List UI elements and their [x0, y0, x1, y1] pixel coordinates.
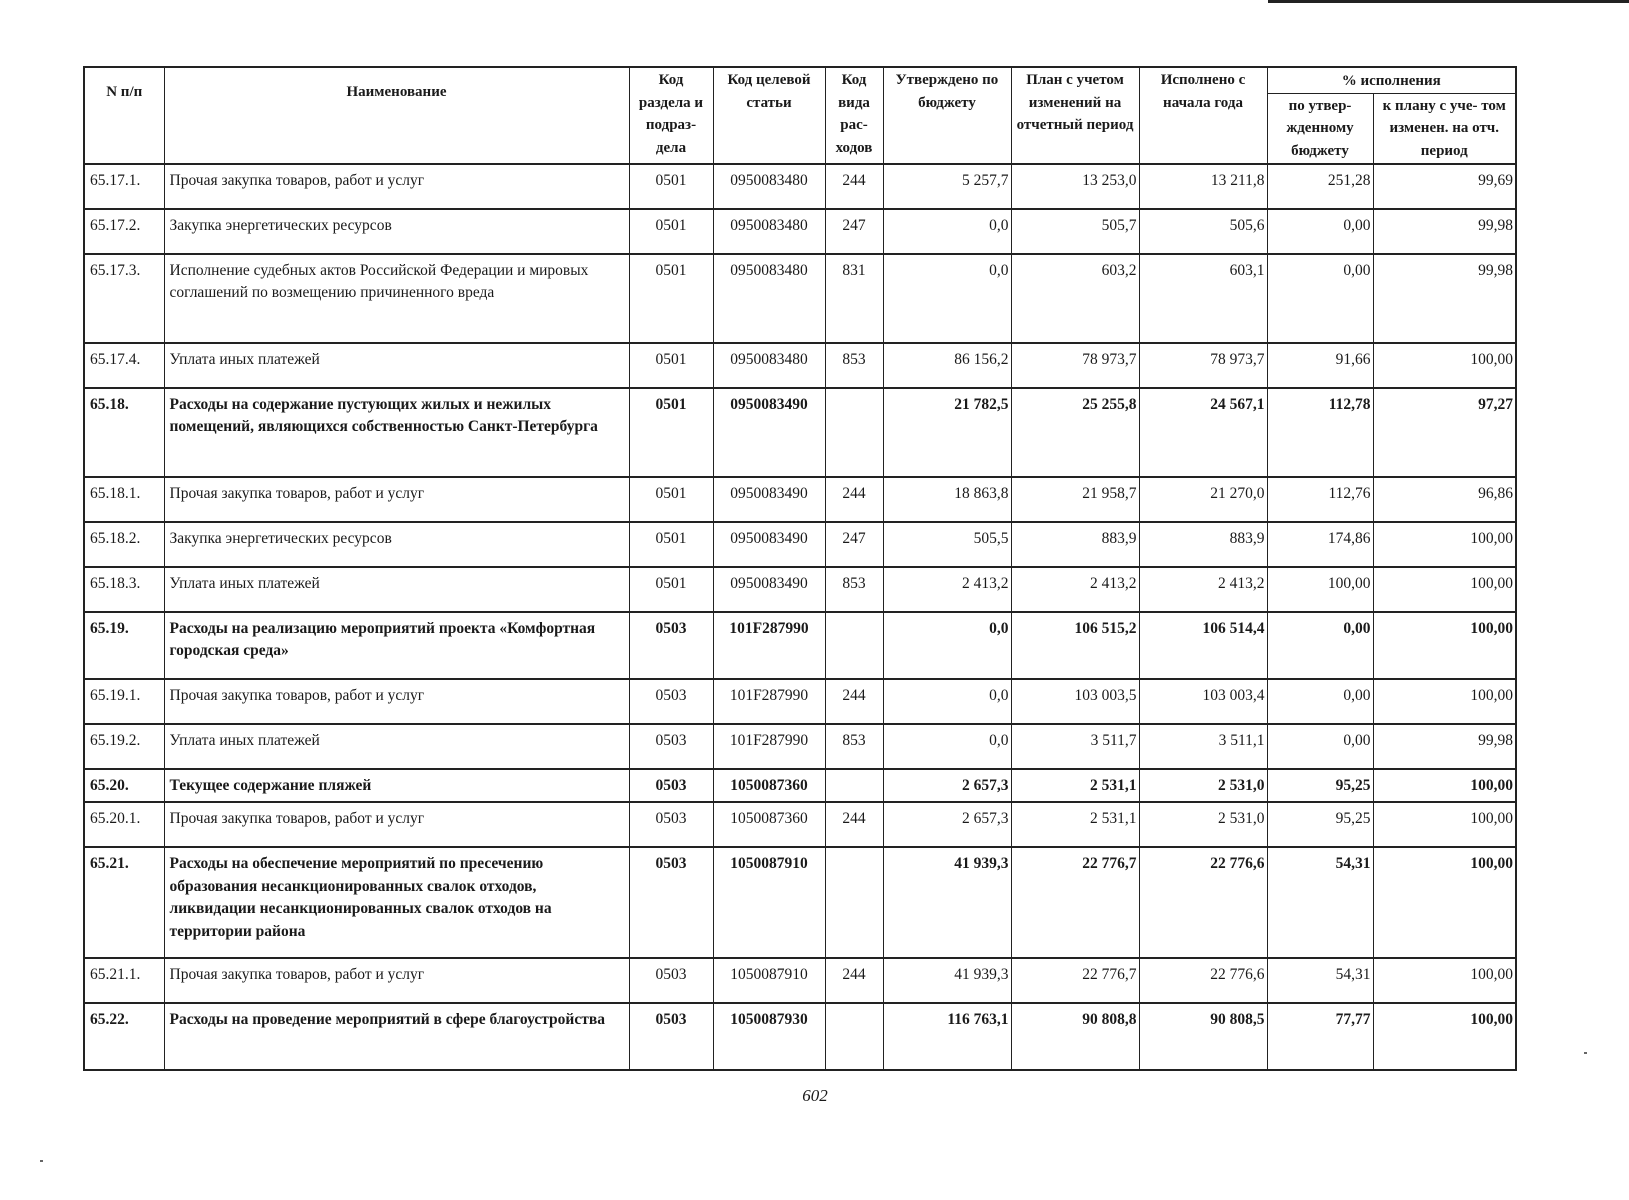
table-body: [84, 164, 1516, 1070]
row-number: 65.20.1.: [84, 802, 164, 847]
row-number: 65.17.4.: [84, 343, 164, 388]
row-percent-plan: 99,98: [1373, 254, 1516, 343]
row-expense-type: 853: [825, 343, 883, 388]
row-target-code: 0950083480: [713, 164, 825, 209]
row-number: 65.21.: [84, 847, 164, 958]
row-approved: 116 763,1: [883, 1003, 1011, 1070]
row-razdel-code: 0503: [629, 724, 713, 769]
table-row: [84, 847, 1516, 958]
top-edge-line: [1268, 0, 1629, 3]
row-percent-budget: 95,25: [1267, 802, 1373, 847]
row-executed: 2 413,2: [1139, 567, 1267, 612]
budget-execution-table: [83, 66, 1517, 1071]
row-name: Закупка энергетических ресурсов: [164, 522, 629, 567]
row-plan: 22 776,7: [1011, 847, 1139, 958]
table-row: [84, 254, 1516, 343]
row-expense-type: 247: [825, 209, 883, 254]
row-percent-budget: 0,00: [1267, 724, 1373, 769]
table-row: [84, 388, 1516, 477]
row-executed: 505,6: [1139, 209, 1267, 254]
row-percent-budget: 0,00: [1267, 254, 1373, 343]
row-number: 65.22.: [84, 1003, 164, 1070]
row-approved: 2 657,3: [883, 802, 1011, 847]
row-percent-plan: 100,00: [1373, 802, 1516, 847]
row-executed: 106 514,4: [1139, 612, 1267, 679]
row-expense-type: [825, 612, 883, 679]
table-row: [84, 477, 1516, 522]
row-expense-type: 244: [825, 679, 883, 724]
col-header-percent-group: % исполнения: [1267, 67, 1516, 93]
row-plan: 883,9: [1011, 522, 1139, 567]
row-plan: 505,7: [1011, 209, 1139, 254]
row-name: Уплата иных платежей: [164, 567, 629, 612]
col-header-vid: Код вида рас- ходов: [825, 67, 883, 164]
row-executed: 103 003,4: [1139, 679, 1267, 724]
row-target-code: 1050087910: [713, 847, 825, 958]
row-plan: 103 003,5: [1011, 679, 1139, 724]
row-plan: 3 511,7: [1011, 724, 1139, 769]
row-percent-plan: 100,00: [1373, 522, 1516, 567]
row-number: 65.17.3.: [84, 254, 164, 343]
row-percent-plan: 100,00: [1373, 958, 1516, 1003]
row-razdel-code: 0503: [629, 1003, 713, 1070]
row-target-code: 1050087360: [713, 769, 825, 802]
row-target-code: 1050087360: [713, 802, 825, 847]
col-header-percent-budget: по утвер- жденному бюджету: [1267, 93, 1373, 164]
row-number: 65.20.: [84, 769, 164, 802]
row-executed: 2 531,0: [1139, 802, 1267, 847]
row-target-code: 0950083490: [713, 522, 825, 567]
row-executed: 22 776,6: [1139, 958, 1267, 1003]
row-approved: 0,0: [883, 612, 1011, 679]
row-number: 65.18.3.: [84, 567, 164, 612]
row-target-code: 0950083480: [713, 343, 825, 388]
row-target-code: 0950083490: [713, 567, 825, 612]
row-name: Закупка энергетических ресурсов: [164, 209, 629, 254]
row-name: Исполнение судебных актов Российской Федерации и мировых соглашений по возмещению причиненного вреда: [164, 254, 629, 343]
row-razdel-code: 0501: [629, 164, 713, 209]
row-name: Уплата иных платежей: [164, 343, 629, 388]
row-percent-plan: 99,98: [1373, 724, 1516, 769]
table-row: [84, 567, 1516, 612]
row-number: 65.19.1.: [84, 679, 164, 724]
row-name: Расходы на проведение мероприятий в сфере благоустройства: [164, 1003, 629, 1070]
table-row: [84, 724, 1516, 769]
row-percent-budget: 54,31: [1267, 958, 1373, 1003]
row-target-code: 101F287990: [713, 724, 825, 769]
row-executed: 78 973,7: [1139, 343, 1267, 388]
row-executed: 24 567,1: [1139, 388, 1267, 477]
row-percent-budget: 251,28: [1267, 164, 1373, 209]
table-row: [84, 164, 1516, 209]
row-razdel-code: 0501: [629, 343, 713, 388]
col-header-utverzhdeno: Утверждено по бюджету: [883, 67, 1011, 164]
table-row: [84, 343, 1516, 388]
row-executed: 13 211,8: [1139, 164, 1267, 209]
row-number: 65.18.1.: [84, 477, 164, 522]
row-percent-budget: 0,00: [1267, 612, 1373, 679]
row-razdel-code: 0503: [629, 802, 713, 847]
row-expense-type: 244: [825, 477, 883, 522]
row-percent-plan: 99,98: [1373, 209, 1516, 254]
col-header-razdel: Код раздела и подраз- дела: [629, 67, 713, 164]
row-expense-type: [825, 847, 883, 958]
row-approved: 0,0: [883, 679, 1011, 724]
row-percent-plan: 100,00: [1373, 567, 1516, 612]
row-razdel-code: 0503: [629, 847, 713, 958]
row-name: Прочая закупка товаров, работ и услуг: [164, 164, 629, 209]
row-approved: 2 413,2: [883, 567, 1011, 612]
row-percent-plan: 100,00: [1373, 679, 1516, 724]
row-razdel-code: 0501: [629, 567, 713, 612]
row-executed: 883,9: [1139, 522, 1267, 567]
page-number: 602: [802, 1086, 828, 1105]
row-percent-budget: 0,00: [1267, 679, 1373, 724]
row-name: Прочая закупка товаров, работ и услуг: [164, 679, 629, 724]
row-expense-type: 853: [825, 567, 883, 612]
row-number: 65.17.2.: [84, 209, 164, 254]
row-expense-type: 247: [825, 522, 883, 567]
row-plan: 2 413,2: [1011, 567, 1139, 612]
row-target-code: 101F287990: [713, 679, 825, 724]
row-razdel-code: 0501: [629, 254, 713, 343]
table-row: [84, 958, 1516, 1003]
table-row: [84, 522, 1516, 567]
table-row: [84, 612, 1516, 679]
row-approved: 41 939,3: [883, 847, 1011, 958]
row-approved: 86 156,2: [883, 343, 1011, 388]
row-executed: 3 511,1: [1139, 724, 1267, 769]
row-percent-budget: 112,76: [1267, 477, 1373, 522]
col-header-celevaya: Код целевой статьи: [713, 67, 825, 164]
row-number: 65.21.1.: [84, 958, 164, 1003]
table-row: [84, 209, 1516, 254]
row-percent-budget: 0,00: [1267, 209, 1373, 254]
row-approved: 505,5: [883, 522, 1011, 567]
col-header-percent-plan: к плану с уче- том изменен. на отч. период: [1373, 93, 1516, 164]
table-row: [84, 802, 1516, 847]
row-percent-plan: 96,86: [1373, 477, 1516, 522]
row-name: Расходы на содержание пустующих жилых и нежилых помещений, являющихся собственностью Санкт-Петербурга: [164, 388, 629, 477]
row-razdel-code: 0503: [629, 958, 713, 1003]
row-number: 65.19.: [84, 612, 164, 679]
table-row: [84, 679, 1516, 724]
row-plan: 106 515,2: [1011, 612, 1139, 679]
row-executed: 2 531,0: [1139, 769, 1267, 802]
row-razdel-code: 0501: [629, 522, 713, 567]
row-target-code: 0950083480: [713, 209, 825, 254]
row-razdel-code: 0503: [629, 612, 713, 679]
row-expense-type: 244: [825, 164, 883, 209]
row-percent-budget: 91,66: [1267, 343, 1373, 388]
row-plan: 25 255,8: [1011, 388, 1139, 477]
row-percent-budget: 77,77: [1267, 1003, 1373, 1070]
row-executed: 21 270,0: [1139, 477, 1267, 522]
row-plan: 22 776,7: [1011, 958, 1139, 1003]
col-header-npp: N п/п: [84, 67, 164, 164]
row-razdel-code: 0503: [629, 769, 713, 802]
row-plan: 21 958,7: [1011, 477, 1139, 522]
row-approved: 0,0: [883, 254, 1011, 343]
row-percent-plan: 100,00: [1373, 612, 1516, 679]
row-plan: 2 531,1: [1011, 802, 1139, 847]
row-approved: 2 657,3: [883, 769, 1011, 802]
row-percent-budget: 112,78: [1267, 388, 1373, 477]
row-approved: 5 257,7: [883, 164, 1011, 209]
row-target-code: 0950083480: [713, 254, 825, 343]
header-row-1: [84, 67, 1516, 93]
row-target-code: 1050087910: [713, 958, 825, 1003]
row-executed: 603,1: [1139, 254, 1267, 343]
row-name: Текущее содержание пляжей: [164, 769, 629, 802]
row-percent-budget: 95,25: [1267, 769, 1373, 802]
row-razdel-code: 0501: [629, 477, 713, 522]
row-expense-type: [825, 388, 883, 477]
col-header-name: Наименование: [164, 67, 629, 164]
row-expense-type: [825, 769, 883, 802]
row-approved: 0,0: [883, 724, 1011, 769]
row-name: Прочая закупка товаров, работ и услуг: [164, 802, 629, 847]
row-name: Уплата иных платежей: [164, 724, 629, 769]
row-razdel-code: 0501: [629, 388, 713, 477]
table-row: [84, 769, 1516, 802]
row-percent-plan: 100,00: [1373, 1003, 1516, 1070]
row-number: 65.18.2.: [84, 522, 164, 567]
row-percent-plan: 100,00: [1373, 343, 1516, 388]
row-plan: 2 531,1: [1011, 769, 1139, 802]
row-percent-budget: 100,00: [1267, 567, 1373, 612]
row-approved: 0,0: [883, 209, 1011, 254]
row-target-code: 101F287990: [713, 612, 825, 679]
row-plan: 603,2: [1011, 254, 1139, 343]
row-percent-plan: 100,00: [1373, 769, 1516, 802]
col-header-plan: План с учетом изменений на отчетный период: [1011, 67, 1139, 164]
row-number: 65.17.1.: [84, 164, 164, 209]
row-percent-plan: 100,00: [1373, 847, 1516, 958]
row-target-code: 1050087930: [713, 1003, 825, 1070]
row-name: Прочая закупка товаров, работ и услуг: [164, 958, 629, 1003]
row-percent-budget: 174,86: [1267, 522, 1373, 567]
row-approved: 18 863,8: [883, 477, 1011, 522]
row-name: Прочая закупка товаров, работ и услуг: [164, 477, 629, 522]
row-razdel-code: 0503: [629, 679, 713, 724]
row-percent-plan: 99,69: [1373, 164, 1516, 209]
row-percent-budget: 54,31: [1267, 847, 1373, 958]
row-expense-type: 244: [825, 958, 883, 1003]
row-target-code: 0950083490: [713, 388, 825, 477]
scan-speck: [1584, 1052, 1587, 1054]
row-percent-plan: 97,27: [1373, 388, 1516, 477]
row-approved: 41 939,3: [883, 958, 1011, 1003]
row-expense-type: 853: [825, 724, 883, 769]
col-header-ispolneno: Исполнено с начала года: [1139, 67, 1267, 164]
row-executed: 90 808,5: [1139, 1003, 1267, 1070]
row-expense-type: 244: [825, 802, 883, 847]
row-plan: 90 808,8: [1011, 1003, 1139, 1070]
row-expense-type: [825, 1003, 883, 1070]
row-name: Расходы на обеспечение мероприятий по пресечению образования несанкционированных свалок отходов, ликвидации несанкционированных свалок отходов на территории района: [164, 847, 629, 958]
row-target-code: 0950083490: [713, 477, 825, 522]
scan-speck: [40, 1160, 43, 1162]
row-plan: 78 973,7: [1011, 343, 1139, 388]
row-number: 65.19.2.: [84, 724, 164, 769]
row-number: 65.18.: [84, 388, 164, 477]
row-approved: 21 782,5: [883, 388, 1011, 477]
row-name: Расходы на реализацию мероприятий проекта «Комфортная городская среда»: [164, 612, 629, 679]
table-row: [84, 1003, 1516, 1070]
row-executed: 22 776,6: [1139, 847, 1267, 958]
row-plan: 13 253,0: [1011, 164, 1139, 209]
row-expense-type: 831: [825, 254, 883, 343]
row-razdel-code: 0501: [629, 209, 713, 254]
